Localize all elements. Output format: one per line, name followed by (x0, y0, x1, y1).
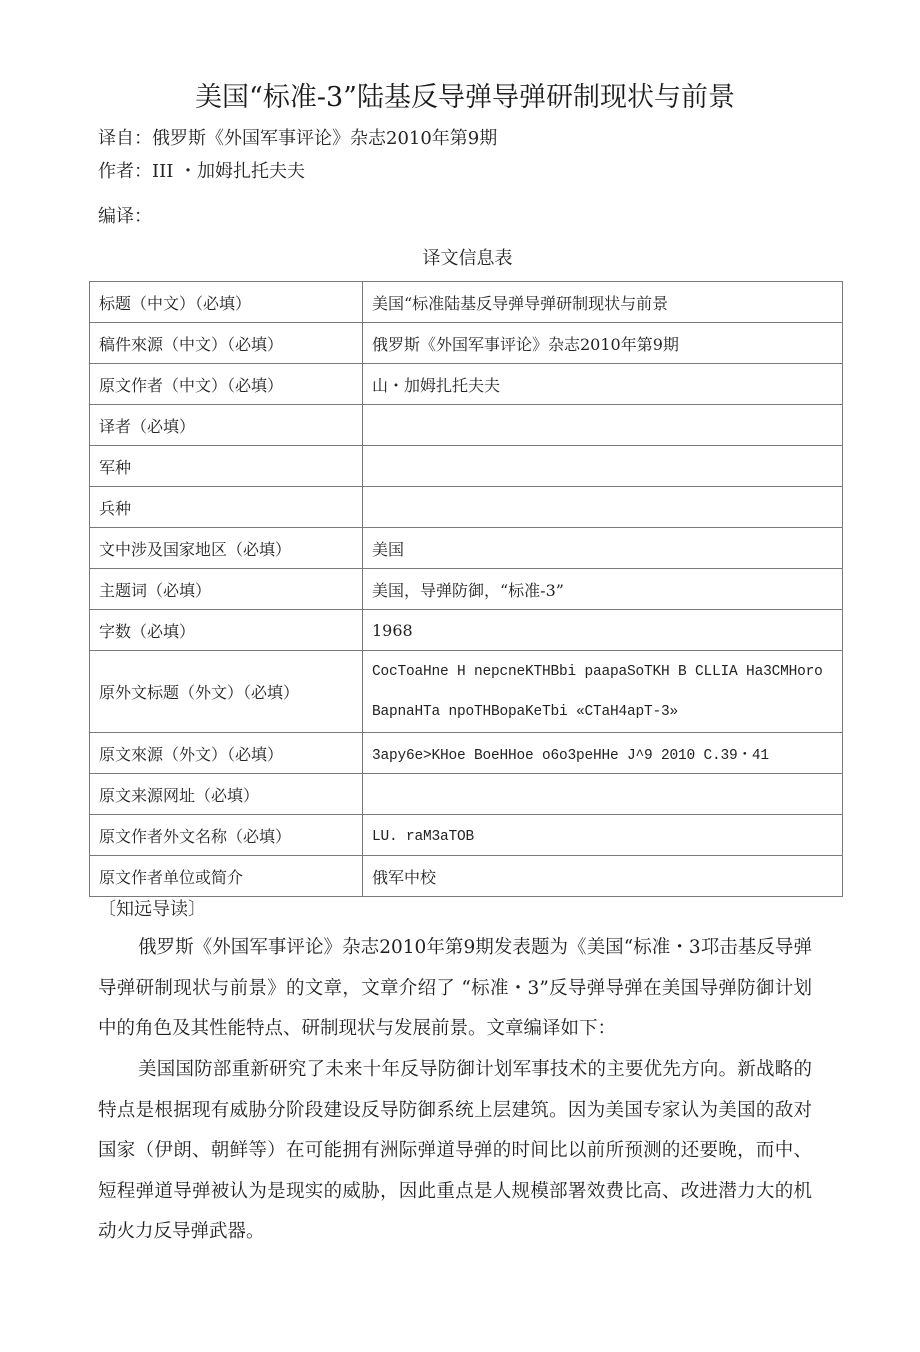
table-row (90, 651, 843, 733)
table-row (90, 364, 843, 405)
row-key: 原文作者外文名称（必填） (90, 815, 363, 856)
table-row (90, 569, 843, 610)
row-key: 军种 (90, 446, 363, 487)
document-title: 美国“标准-3”陆基反导弹导弹研制现状与前景 (195, 82, 735, 113)
row-key: 稿件來源（中文）（必填） (90, 323, 363, 364)
table-row (90, 405, 843, 446)
row-value: 美国，导弹防御，“标准-3” (363, 569, 843, 610)
row-value (363, 733, 843, 774)
row-key: 原文作者单位或简介 (90, 856, 363, 897)
table-row (90, 446, 843, 487)
row-value (363, 774, 843, 815)
row-key: 原文作者（中文）（必填） (90, 364, 363, 405)
guide-label: 〔知远导读〕 (98, 899, 206, 920)
row-value: 美国 (363, 528, 843, 569)
row-key: 主题词（必填） (90, 569, 363, 610)
row-key: 原文来源网址（必填） (90, 774, 363, 815)
source-line (98, 126, 497, 152)
row-value (363, 487, 843, 528)
compiler-label: 编译： (98, 206, 152, 227)
row-value: 美国“标准陆基反导弹导弹研制现状与前景 (363, 282, 843, 323)
table-row (90, 487, 843, 528)
author-line (98, 159, 305, 185)
row-value (363, 405, 843, 446)
table-row (90, 323, 843, 364)
table-row (90, 815, 843, 856)
row-value: 俄军中校 (363, 856, 843, 897)
table-row (90, 856, 843, 897)
body-paragraph: 美国国防部重新研究了未来十年反导防御计划军事技术的主要优先方向。新战略的特点是根据现有威胁分阶段建设反导防御系统上层建筑。因为美国专家认为美国的敌对国家（伊朗、朝鲜等）在可能拥有洲际弹道导弹的时间比以前所预测的还要晚，而中、短程弹道导弹被认为是现实的威胁，因此重点是人规模部署效费比高、改进潜力大的机动火力反导弹武器。 (98, 1059, 812, 1242)
row-key: 译者（必填） (90, 405, 363, 446)
translation-info-table (89, 281, 843, 897)
row-key: 字数（必填） (90, 610, 363, 651)
row-value: 1968 (363, 610, 843, 651)
foreign-source-value: 3apy6e>KHoe BoeHHoe o6o3peHHe J^9 2010 C.39・41 (372, 747, 769, 764)
row-value: 俄罗斯《外国军事评论》杂志2010年第9期 (363, 323, 843, 364)
author-value: III ・加姆扎托夫夫 (152, 161, 306, 182)
source-value: 俄罗斯《外国军事评论》杂志2010年第9期 (152, 128, 498, 149)
row-value (363, 651, 843, 733)
foreign-title-line-1: CocToaHne H nepcneKTHBbi paapaSoTKH B CLLIA Ha3CMHoro (372, 663, 823, 680)
table-caption: 译文信息表 (422, 248, 513, 269)
table-row (90, 733, 843, 774)
intro-paragraph: 俄罗斯《外国军事评论》杂志2010年第9期发表题为《美国“标准・3邛击基反导弹导弹研制现状与前景》的文章，文章介绍了 “标准・3”反导弹导弹在美国导弹防御计划中的角色及其性能特点、研制现状与发展前景。文章编译如下： (98, 937, 812, 1039)
row-key: 原外文标题（外文）（必填） (90, 651, 363, 733)
row-value (363, 446, 843, 487)
row-value: 山・加姆扎托夫夫 (363, 364, 843, 405)
row-value (363, 815, 843, 856)
author-label: 作者： (98, 161, 152, 182)
table-row (90, 528, 843, 569)
foreign-author-value: LU. raM3aTOB (372, 829, 475, 845)
foreign-title-line-2: BapnaHTa npoTHBopaKeTbi «CTaH4apT-3» (372, 703, 679, 720)
table-row (90, 610, 843, 651)
row-key: 原文來源（外文）（必填） (90, 733, 363, 774)
row-key: 文中涉及国家地区（必填） (90, 528, 363, 569)
row-key: 兵种 (90, 487, 363, 528)
row-key: 标题（中文）（必填） (90, 282, 363, 323)
compiler-line (98, 204, 152, 230)
source-label: 译自： (98, 128, 152, 149)
table-row (90, 282, 843, 323)
table-row (90, 774, 843, 815)
